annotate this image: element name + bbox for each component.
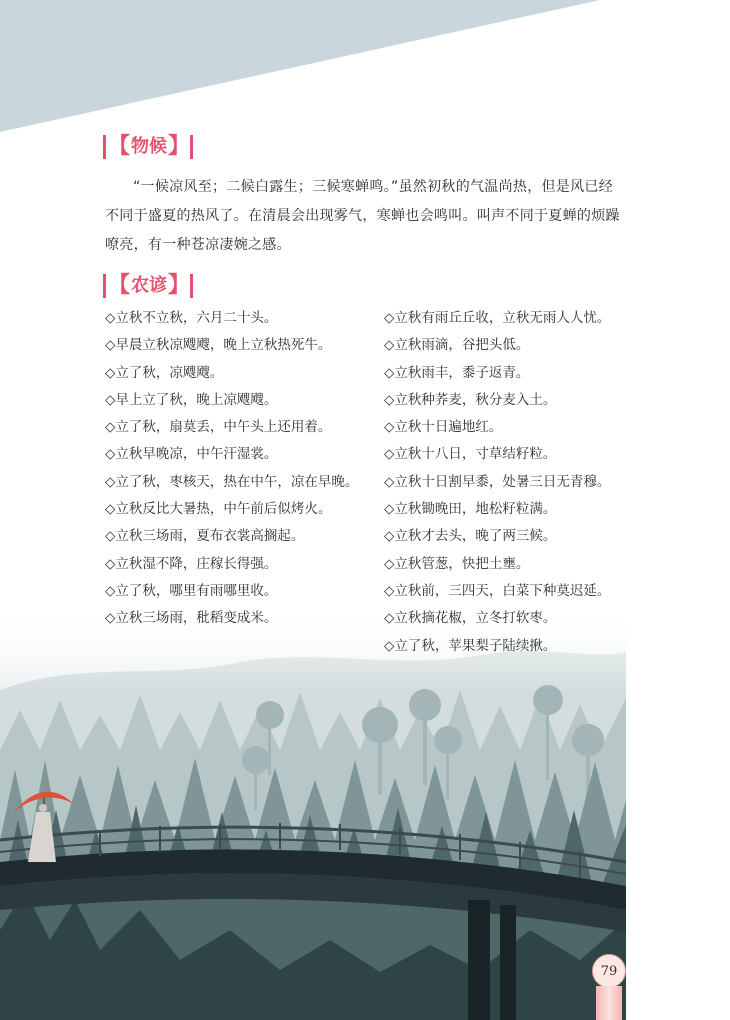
heading-bracket-left: 【 [108,134,131,159]
proverb-item: ◇立了秋，凉飕飕。 [105,364,224,381]
section-title-nongyan: 农谚 [131,275,168,296]
proverb-item: ◇立秋管葱，快把土壅。 [384,555,530,572]
proverb-item: ◇立秋早晚凉，中午汗湿裳。 [105,446,278,463]
page-tab-decoration [596,986,622,1020]
proverb-item: ◇立秋前，三四天，白菜下种莫迟延。 [384,582,611,599]
section-title-wuhou: 物候 [131,136,168,157]
proverb-item: ◇立秋三场雨，秕稻变成米。 [105,610,278,627]
section-heading-nongyan [103,271,195,301]
proverb-item: ◇立了秋，苹果梨子陆续揪。 [384,637,557,654]
heading-bracket-right: 】 [168,273,191,298]
wuhou-paragraph-block [105,173,627,260]
proverb-item: ◇立秋雨滴，谷把头低。 [384,337,530,354]
proverb-column-left [105,305,375,633]
proverb-item: ◇立了秋，枣核天，热在中午，凉在早晚。 [105,473,359,490]
proverb-item: ◇早晨立秋凉飕飕，晚上立秋热死牛。 [105,337,332,354]
proverb-item: ◇立秋种荞麦，秋分麦入土。 [384,391,557,408]
proverb-item: ◇早上立了秋，晚上凉飕飕。 [105,391,278,408]
heading-accent-bar [103,274,106,298]
heading-bracket-left: 【 [108,273,131,298]
page-number: 79 [592,954,626,988]
wuhou-paragraph: “一候凉风至；二候白露生；三候寒蝉鸣。”虽然初秋的气温尚热，但是风已经不同于盛夏的热风了。在清晨会出现雾气，寒蝉也会鸣叫。叫声不同于夏蝉的烦躁嘹亮，有一种苍凉凄婉之感。 [105,179,620,253]
proverb-item: ◇立秋十日遍地红。 [384,419,503,436]
proverb-item: ◇立了秋，哪里有雨哪里收。 [105,582,278,599]
proverb-item: ◇立秋十日割早黍，处暑三日无青穆。 [384,473,611,490]
proverb-item: ◇立了秋，扇莫丢，中午头上还用着。 [105,419,332,436]
proverb-item: ◇立秋反比大暑热，中午前后似烤火。 [105,501,332,518]
proverb-item: ◇立秋不立秋，六月二十头。 [105,310,278,326]
proverb-item: ◇立秋湿不降，庄稼长得强。 [105,555,278,572]
heading-accent-bar [190,274,193,298]
right-margin [626,0,730,1020]
proverb-item: ◇立秋才去头，晚了两三候。 [384,528,557,545]
section-heading-wuhou [103,132,195,162]
proverb-item: ◇立秋雨丰，黍子返青。 [384,364,530,381]
proverb-item: ◇立秋摘花椒，立冬打软枣。 [384,610,557,627]
proverb-item: ◇立秋十八日，寸草结籽粒。 [384,446,557,463]
proverb-item: ◇立秋锄晚田，地松籽粒满。 [384,501,557,518]
top-decorative-band [0,0,730,140]
proverb-item: ◇立秋有雨丘丘收，立秋无雨人人忧。 [384,310,611,326]
proverb-column-right [384,305,634,660]
heading-accent-bar [103,135,106,159]
proverb-item: ◇立秋三场雨，夏布衣裳高搁起。 [105,528,305,545]
heading-bracket-right: 】 [168,134,191,159]
misty-forest-bridge-illustration [0,600,626,1020]
heading-accent-bar [190,135,193,159]
